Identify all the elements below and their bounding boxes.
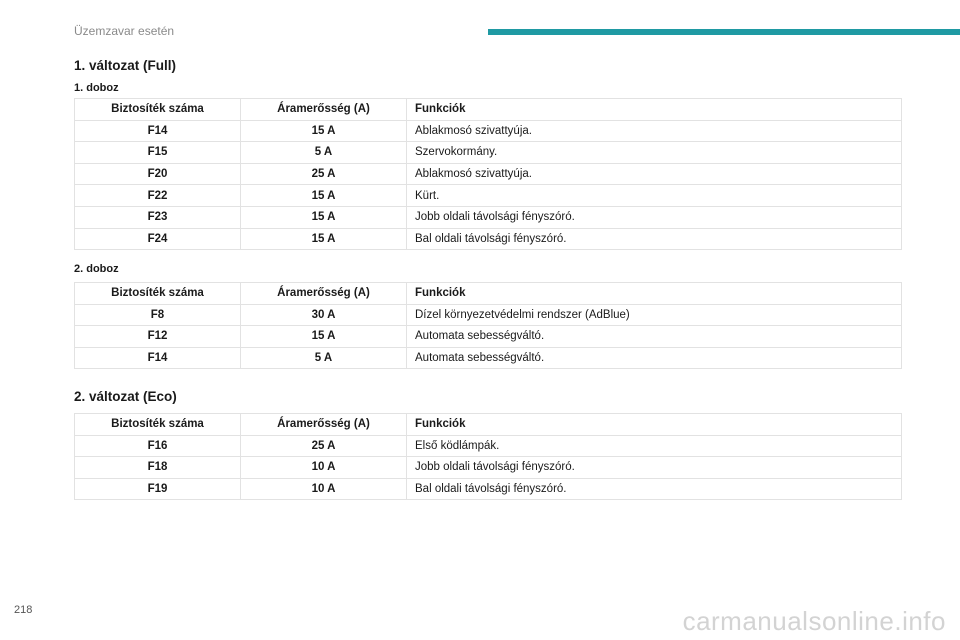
- table-row: [75, 163, 902, 185]
- col-header-amperage: Áramerősség (A): [241, 283, 407, 305]
- fuse-cell: F22: [75, 185, 241, 207]
- table-row: [75, 120, 902, 142]
- fuse-cell: F20: [75, 163, 241, 185]
- fuse-table-box2: [74, 282, 902, 369]
- function-cell: Ablakmosó szivattyúja.: [407, 163, 902, 185]
- col-header-fuse: Biztosíték száma: [75, 283, 241, 305]
- table-row: [75, 457, 902, 479]
- table-row: [75, 142, 902, 164]
- fuse-cell: F14: [75, 120, 241, 142]
- fuse-table-box1: [74, 98, 902, 250]
- amperage-cell: 5 A: [241, 142, 407, 164]
- col-header-function: Funkciók: [407, 414, 902, 436]
- amperage-cell: 25 A: [241, 435, 407, 457]
- function-cell: Automata sebességváltó.: [407, 347, 902, 369]
- header-accent-bar: [488, 29, 960, 35]
- amperage-cell: 15 A: [241, 206, 407, 228]
- table-row: [75, 478, 902, 500]
- function-cell: Dízel környezetvédelmi rendszer (AdBlue): [407, 304, 902, 326]
- col-header-fuse: Biztosíték száma: [75, 414, 241, 436]
- box2-title: 2. doboz: [74, 263, 119, 275]
- fuse-cell: F14: [75, 347, 241, 369]
- fuse-cell: F23: [75, 206, 241, 228]
- section-title-full: 1. változat (Full): [74, 58, 177, 73]
- box1-title: 1. doboz: [74, 82, 119, 94]
- chapter-title: Üzemzavar esetén: [74, 24, 175, 38]
- table-header-row: [75, 414, 902, 436]
- table-row: [75, 228, 902, 250]
- amperage-cell: 15 A: [241, 326, 407, 348]
- fuse-cell: F8: [75, 304, 241, 326]
- fuse-cell: F16: [75, 435, 241, 457]
- amperage-cell: 30 A: [241, 304, 407, 326]
- function-cell: Jobb oldali távolsági fényszóró.: [407, 206, 902, 228]
- amperage-cell: 25 A: [241, 163, 407, 185]
- fuse-cell: F12: [75, 326, 241, 348]
- function-cell: Szervokormány.: [407, 142, 902, 164]
- amperage-cell: 15 A: [241, 185, 407, 207]
- table-row: [75, 304, 902, 326]
- function-cell: Ablakmosó szivattyúja.: [407, 120, 902, 142]
- function-cell: Első ködlámpák.: [407, 435, 902, 457]
- fuse-cell: F18: [75, 457, 241, 479]
- function-cell: Kürt.: [407, 185, 902, 207]
- table-row: [75, 347, 902, 369]
- page-number: 218: [14, 604, 33, 616]
- function-cell: Jobb oldali távolsági fényszóró.: [407, 457, 902, 479]
- fuse-cell: F19: [75, 478, 241, 500]
- function-cell: Bal oldali távolsági fényszóró.: [407, 228, 902, 250]
- col-header-fuse: Biztosíték száma: [75, 99, 241, 121]
- watermark: carmanualsonline.info: [682, 606, 946, 636]
- fuse-cell: F24: [75, 228, 241, 250]
- col-header-function: Funkciók: [407, 99, 902, 121]
- table-header-row: [75, 283, 902, 305]
- col-header-amperage: Áramerősség (A): [241, 99, 407, 121]
- table-header-row: [75, 99, 902, 121]
- col-header-function: Funkciók: [407, 283, 902, 305]
- table-row: [75, 435, 902, 457]
- col-header-amperage: Áramerősség (A): [241, 414, 407, 436]
- table-row: [75, 185, 902, 207]
- fuse-table-eco: [74, 413, 902, 500]
- amperage-cell: 15 A: [241, 120, 407, 142]
- amperage-cell: 5 A: [241, 347, 407, 369]
- table-row: [75, 206, 902, 228]
- fuse-cell: F15: [75, 142, 241, 164]
- section-title-eco: 2. változat (Eco): [74, 389, 177, 404]
- function-cell: Bal oldali távolsági fényszóró.: [407, 478, 902, 500]
- amperage-cell: 10 A: [241, 457, 407, 479]
- amperage-cell: 10 A: [241, 478, 407, 500]
- function-cell: Automata sebességváltó.: [407, 326, 902, 348]
- table-row: [75, 326, 902, 348]
- amperage-cell: 15 A: [241, 228, 407, 250]
